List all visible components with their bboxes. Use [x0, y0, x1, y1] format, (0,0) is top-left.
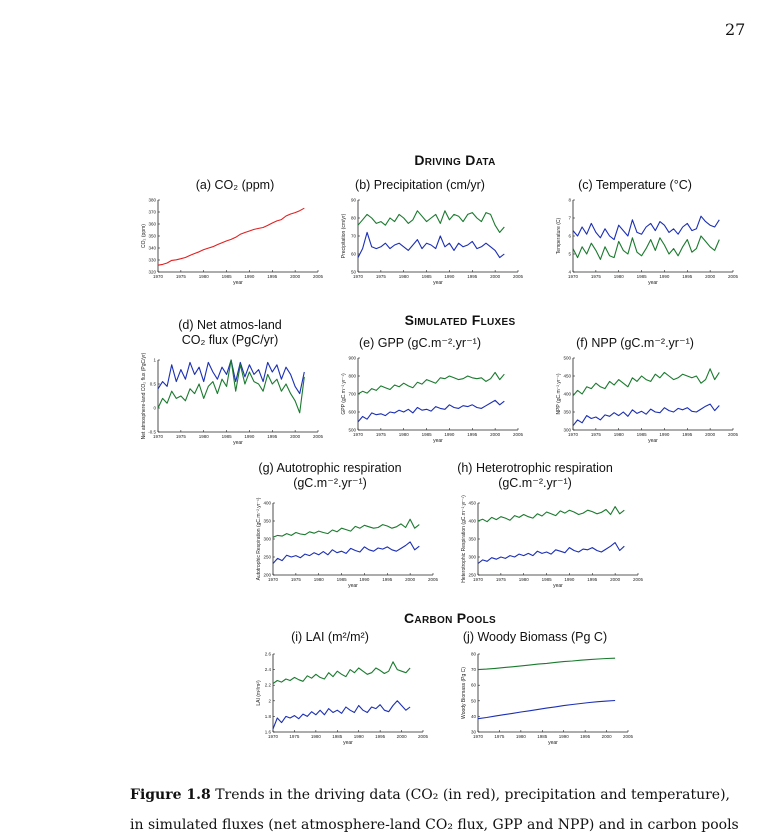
x-tick-label: 2005 [727, 432, 739, 437]
chart-svg-b [340, 198, 522, 288]
section-heading-simulated-fluxes: Simulated Fluxes [404, 312, 516, 328]
chart-title-f: (f) NPP (gC.m⁻².yr⁻¹) [576, 336, 694, 350]
x-tick-label: 1990 [444, 274, 455, 279]
panel-b [320, 178, 524, 293]
y-tick-label: 8 [568, 197, 571, 203]
y-tick-label: 350 [148, 233, 156, 239]
x-tick-label: 1985 [336, 577, 347, 582]
y-axis-label: Heterotrophic Respiration (gC.m⁻².yr⁻¹) [461, 495, 467, 583]
x-tick-label: 1980 [313, 577, 324, 582]
y-tick-label: 80 [470, 651, 476, 657]
y-tick-label: 50 [470, 698, 476, 704]
y-tick-label: 1 [153, 357, 156, 363]
x-tick-label: 2000 [396, 734, 407, 739]
series-line-green [358, 372, 504, 394]
x-tick-label: 1985 [221, 274, 232, 279]
y-tick-label: 200 [263, 572, 271, 578]
y-tick-label: 400 [263, 500, 271, 506]
series-line-green [158, 360, 304, 413]
x-tick-label: 1975 [175, 434, 186, 439]
chart-title-e: (e) GPP (gC.m⁻².yr⁻¹) [359, 336, 481, 350]
y-tick-label: 300 [263, 536, 271, 542]
y-tick-label: 6 [568, 233, 571, 239]
y-axis-label: Temperature (C) [556, 217, 562, 255]
x-tick-label: 1990 [659, 432, 670, 437]
x-tick-label: 2000 [405, 577, 416, 582]
x-tick-label: 2005 [632, 577, 644, 582]
x-tick-label: 1970 [152, 434, 164, 439]
x-tick-label: 2005 [417, 734, 429, 739]
chart-title-b: (b) Precipitation (cm/yr) [355, 178, 485, 192]
y-tick-label: 1.6 [264, 729, 271, 735]
y-tick-label: 60 [350, 251, 356, 257]
x-tick-label: 1985 [221, 434, 232, 439]
y-axis-label: LAI (m²/m²) [256, 680, 262, 706]
x-tick-label: 1970 [267, 734, 279, 739]
x-tick-label: 1975 [590, 274, 601, 279]
section-heading-carbon-pools: Carbon Pools [404, 610, 496, 626]
figure-caption [130, 780, 770, 840]
y-tick-label: 700 [348, 391, 356, 397]
y-tick-label: 30 [470, 729, 476, 735]
x-tick-label: 1995 [682, 274, 693, 279]
series-line-blue [478, 701, 615, 719]
x-axis-label: year [548, 740, 558, 746]
x-tick-label: 1995 [382, 577, 393, 582]
caption-line-2: in simulated fluxes (net atmosphere-land CO₂ flux, GPP and NPP) and in carbon pools [130, 817, 739, 833]
y-tick-label: 50 [350, 269, 356, 275]
chart-title-h [455, 461, 615, 491]
x-axis-label: year [648, 438, 658, 444]
x-tick-label: 2005 [312, 434, 324, 439]
panel-g [230, 461, 439, 601]
x-axis-label: year [233, 280, 243, 286]
chart-title-line: (gC.m⁻².yr⁻¹) [293, 476, 367, 490]
chart-title-line: (h) Heterotrophic respiration [457, 461, 613, 475]
y-tick-label: 360 [148, 221, 156, 227]
x-tick-label: 1990 [244, 434, 255, 439]
panel-c [535, 178, 739, 293]
x-tick-label: 1975 [175, 274, 186, 279]
x-tick-label: 1990 [659, 274, 670, 279]
x-tick-label: 1970 [567, 274, 579, 279]
chart-title-line: (d) Net atmos-land [178, 318, 282, 332]
x-axis-label: year [433, 438, 443, 444]
series-line-green [358, 211, 504, 233]
x-tick-label: 1980 [198, 434, 209, 439]
y-tick-label: 400 [563, 391, 571, 397]
y-tick-label: -0.5 [148, 429, 156, 435]
x-tick-label: 2005 [512, 274, 524, 279]
y-tick-label: 2.2 [264, 682, 271, 688]
x-tick-label: 1980 [518, 577, 529, 582]
chart-svg-d [140, 352, 324, 448]
y-tick-label: 450 [468, 500, 476, 506]
chart-title-line: (gC.m⁻².yr⁻¹) [498, 476, 572, 490]
series-line-blue [358, 400, 504, 422]
y-tick-label: 450 [563, 373, 571, 379]
y-tick-label: 1.8 [264, 713, 271, 719]
series-line-blue [478, 543, 624, 564]
x-tick-label: 1975 [494, 734, 505, 739]
y-tick-label: 800 [348, 373, 356, 379]
panel-e [320, 336, 524, 458]
series-line-blue [573, 216, 719, 239]
chart-svg-g [255, 497, 439, 591]
x-tick-label: 1995 [682, 432, 693, 437]
chart-svg-h [460, 495, 644, 591]
y-axis-label: CO₂ (ppm) [141, 224, 147, 248]
x-axis-label: year [343, 740, 353, 746]
chart-svg-j [460, 652, 632, 748]
x-tick-label: 1995 [587, 577, 598, 582]
x-tick-label: 1995 [267, 434, 278, 439]
x-tick-label: 1985 [332, 734, 343, 739]
x-tick-label: 1985 [421, 432, 432, 437]
x-tick-label: 1970 [267, 577, 279, 582]
x-tick-label: 2005 [727, 274, 739, 279]
x-tick-label: 1970 [352, 432, 364, 437]
y-tick-label: 350 [468, 536, 476, 542]
x-axis-label: year [648, 280, 658, 286]
series-line-green [478, 507, 624, 522]
y-tick-label: 300 [468, 554, 476, 560]
y-tick-label: 350 [263, 518, 271, 524]
x-tick-label: 1985 [421, 274, 432, 279]
x-tick-label: 1980 [310, 734, 321, 739]
x-tick-label: 1990 [353, 734, 364, 739]
x-tick-label: 1995 [375, 734, 386, 739]
y-axis-label: Autotrophic Respiration (gC.m⁻².yr⁻¹) [256, 497, 262, 581]
y-axis-label: Woody Biomass (Pg C) [461, 667, 467, 719]
x-tick-label: 1990 [359, 577, 370, 582]
caption-label: Figure 1.8 [130, 787, 211, 803]
x-axis-label: year [553, 583, 563, 589]
x-tick-label: 1970 [152, 274, 164, 279]
series-line-red [158, 208, 304, 265]
y-tick-label: 500 [563, 355, 571, 361]
x-tick-label: 2000 [490, 432, 501, 437]
chart-title-a: (a) CO₂ (ppm) [195, 178, 275, 192]
y-tick-label: 900 [348, 355, 356, 361]
x-tick-label: 1980 [613, 432, 624, 437]
x-tick-label: 1980 [613, 274, 624, 279]
series-line-blue [358, 232, 504, 257]
y-axis-label: Precipitation (cm/yr) [341, 213, 347, 259]
x-tick-label: 1995 [580, 734, 591, 739]
y-tick-label: 0.5 [149, 381, 156, 387]
x-tick-label: 1995 [267, 274, 278, 279]
y-tick-label: 60 [470, 682, 476, 688]
panel-h [435, 461, 644, 601]
x-tick-label: 2000 [610, 577, 621, 582]
chart-svg-a [140, 198, 322, 288]
chart-title-i: (i) LAI (m²/m²) [291, 630, 369, 644]
chart-title-c: (c) Temperature (°C) [578, 178, 692, 192]
x-tick-label: 1980 [198, 274, 209, 279]
x-tick-label: 2005 [427, 577, 439, 582]
y-tick-label: 330 [148, 257, 156, 263]
page-number: 27 [725, 20, 746, 39]
x-tick-label: 2005 [312, 274, 324, 279]
x-tick-label: 1975 [375, 432, 386, 437]
x-tick-label: 1985 [636, 432, 647, 437]
x-tick-label: 1975 [495, 577, 506, 582]
x-tick-label: 1985 [541, 577, 552, 582]
x-tick-label: 1990 [564, 577, 575, 582]
series-line-blue [573, 404, 719, 426]
x-axis-label: year [233, 440, 243, 446]
chart-svg-i [255, 652, 427, 748]
x-tick-label: 1995 [467, 432, 478, 437]
panel-f [535, 336, 739, 458]
y-tick-label: 600 [348, 409, 356, 415]
x-tick-label: 1970 [472, 577, 484, 582]
y-tick-label: 7 [568, 215, 571, 221]
x-tick-label: 1975 [375, 274, 386, 279]
x-tick-label: 2005 [512, 432, 524, 437]
caption-line-1 [130, 780, 770, 810]
y-tick-label: 2.4 [264, 667, 271, 673]
x-tick-label: 1985 [636, 274, 647, 279]
chart-title-d [150, 318, 310, 348]
x-tick-label: 2000 [290, 274, 301, 279]
x-axis-label: year [348, 583, 358, 589]
x-tick-label: 1980 [515, 734, 526, 739]
x-axis-label: year [433, 280, 443, 286]
y-tick-label: 2.6 [264, 651, 271, 657]
y-axis-label: Net atmosphere-land CO₂ flux (PgC/yr) [141, 352, 147, 440]
y-tick-label: 380 [148, 197, 156, 203]
y-tick-label: 250 [468, 572, 476, 578]
x-tick-label: 1970 [472, 734, 484, 739]
y-tick-label: 90 [350, 197, 356, 203]
x-tick-label: 1975 [590, 432, 601, 437]
y-tick-label: 40 [470, 713, 476, 719]
x-tick-label: 2000 [490, 274, 501, 279]
x-tick-label: 2000 [290, 434, 301, 439]
chart-svg-c [555, 198, 737, 288]
chart-title-line: CO₂ flux (PgC/yr) [181, 333, 279, 347]
y-tick-label: 400 [468, 518, 476, 524]
y-tick-label: 250 [263, 554, 271, 560]
y-tick-label: 0 [153, 405, 156, 411]
caption-text-1: Trends in the driving data (CO₂ (in red), precipitation and temperature), [215, 787, 731, 803]
x-tick-label: 2000 [601, 734, 612, 739]
chart-svg-f [555, 356, 737, 446]
series-line-blue [273, 701, 410, 729]
series-line-green [478, 658, 615, 669]
series-line-green [273, 662, 410, 684]
y-tick-label: 70 [470, 667, 476, 673]
x-tick-label: 1990 [444, 432, 455, 437]
y-tick-label: 2 [268, 698, 271, 704]
x-tick-label: 1995 [467, 274, 478, 279]
panel-j [435, 630, 635, 752]
x-tick-label: 1980 [398, 274, 409, 279]
series-line-blue [158, 360, 304, 394]
y-tick-label: 350 [563, 409, 571, 415]
x-tick-label: 1985 [537, 734, 548, 739]
chart-title-g [250, 461, 410, 491]
y-tick-label: 340 [148, 245, 156, 251]
x-tick-label: 1975 [290, 577, 301, 582]
x-tick-label: 1970 [352, 274, 364, 279]
chart-title-line: (g) Autotrophic respiration [258, 461, 402, 475]
x-tick-label: 2000 [705, 432, 716, 437]
panel-i [230, 630, 430, 752]
y-axis-label: NPP (gC.m⁻².yr⁻¹) [556, 373, 562, 415]
x-tick-label: 2005 [622, 734, 634, 739]
x-tick-label: 1980 [398, 432, 409, 437]
x-tick-label: 1990 [244, 274, 255, 279]
series-line-green [573, 369, 719, 396]
y-tick-label: 70 [350, 233, 356, 239]
series-line-green [573, 236, 719, 259]
y-axis-label: GPP (gC.m⁻².yr⁻¹) [341, 373, 347, 415]
y-tick-label: 4 [568, 269, 571, 275]
x-tick-label: 1975 [289, 734, 300, 739]
panel-d [130, 318, 330, 458]
series-line-blue [273, 542, 419, 564]
y-tick-label: 300 [563, 427, 571, 433]
y-tick-label: 80 [350, 215, 356, 221]
x-tick-label: 1990 [558, 734, 569, 739]
panel-a [130, 178, 330, 293]
y-tick-label: 5 [568, 251, 571, 257]
chart-svg-e [340, 356, 522, 446]
y-tick-label: 320 [148, 269, 156, 275]
series-line-green [273, 519, 419, 537]
x-tick-label: 2000 [705, 274, 716, 279]
y-tick-label: 500 [348, 427, 356, 433]
section-heading-driving-data: Driving Data [414, 152, 496, 168]
x-tick-label: 1970 [567, 432, 579, 437]
chart-title-j: (j) Woody Biomass (Pg C) [462, 630, 608, 644]
y-tick-label: 370 [148, 209, 156, 215]
